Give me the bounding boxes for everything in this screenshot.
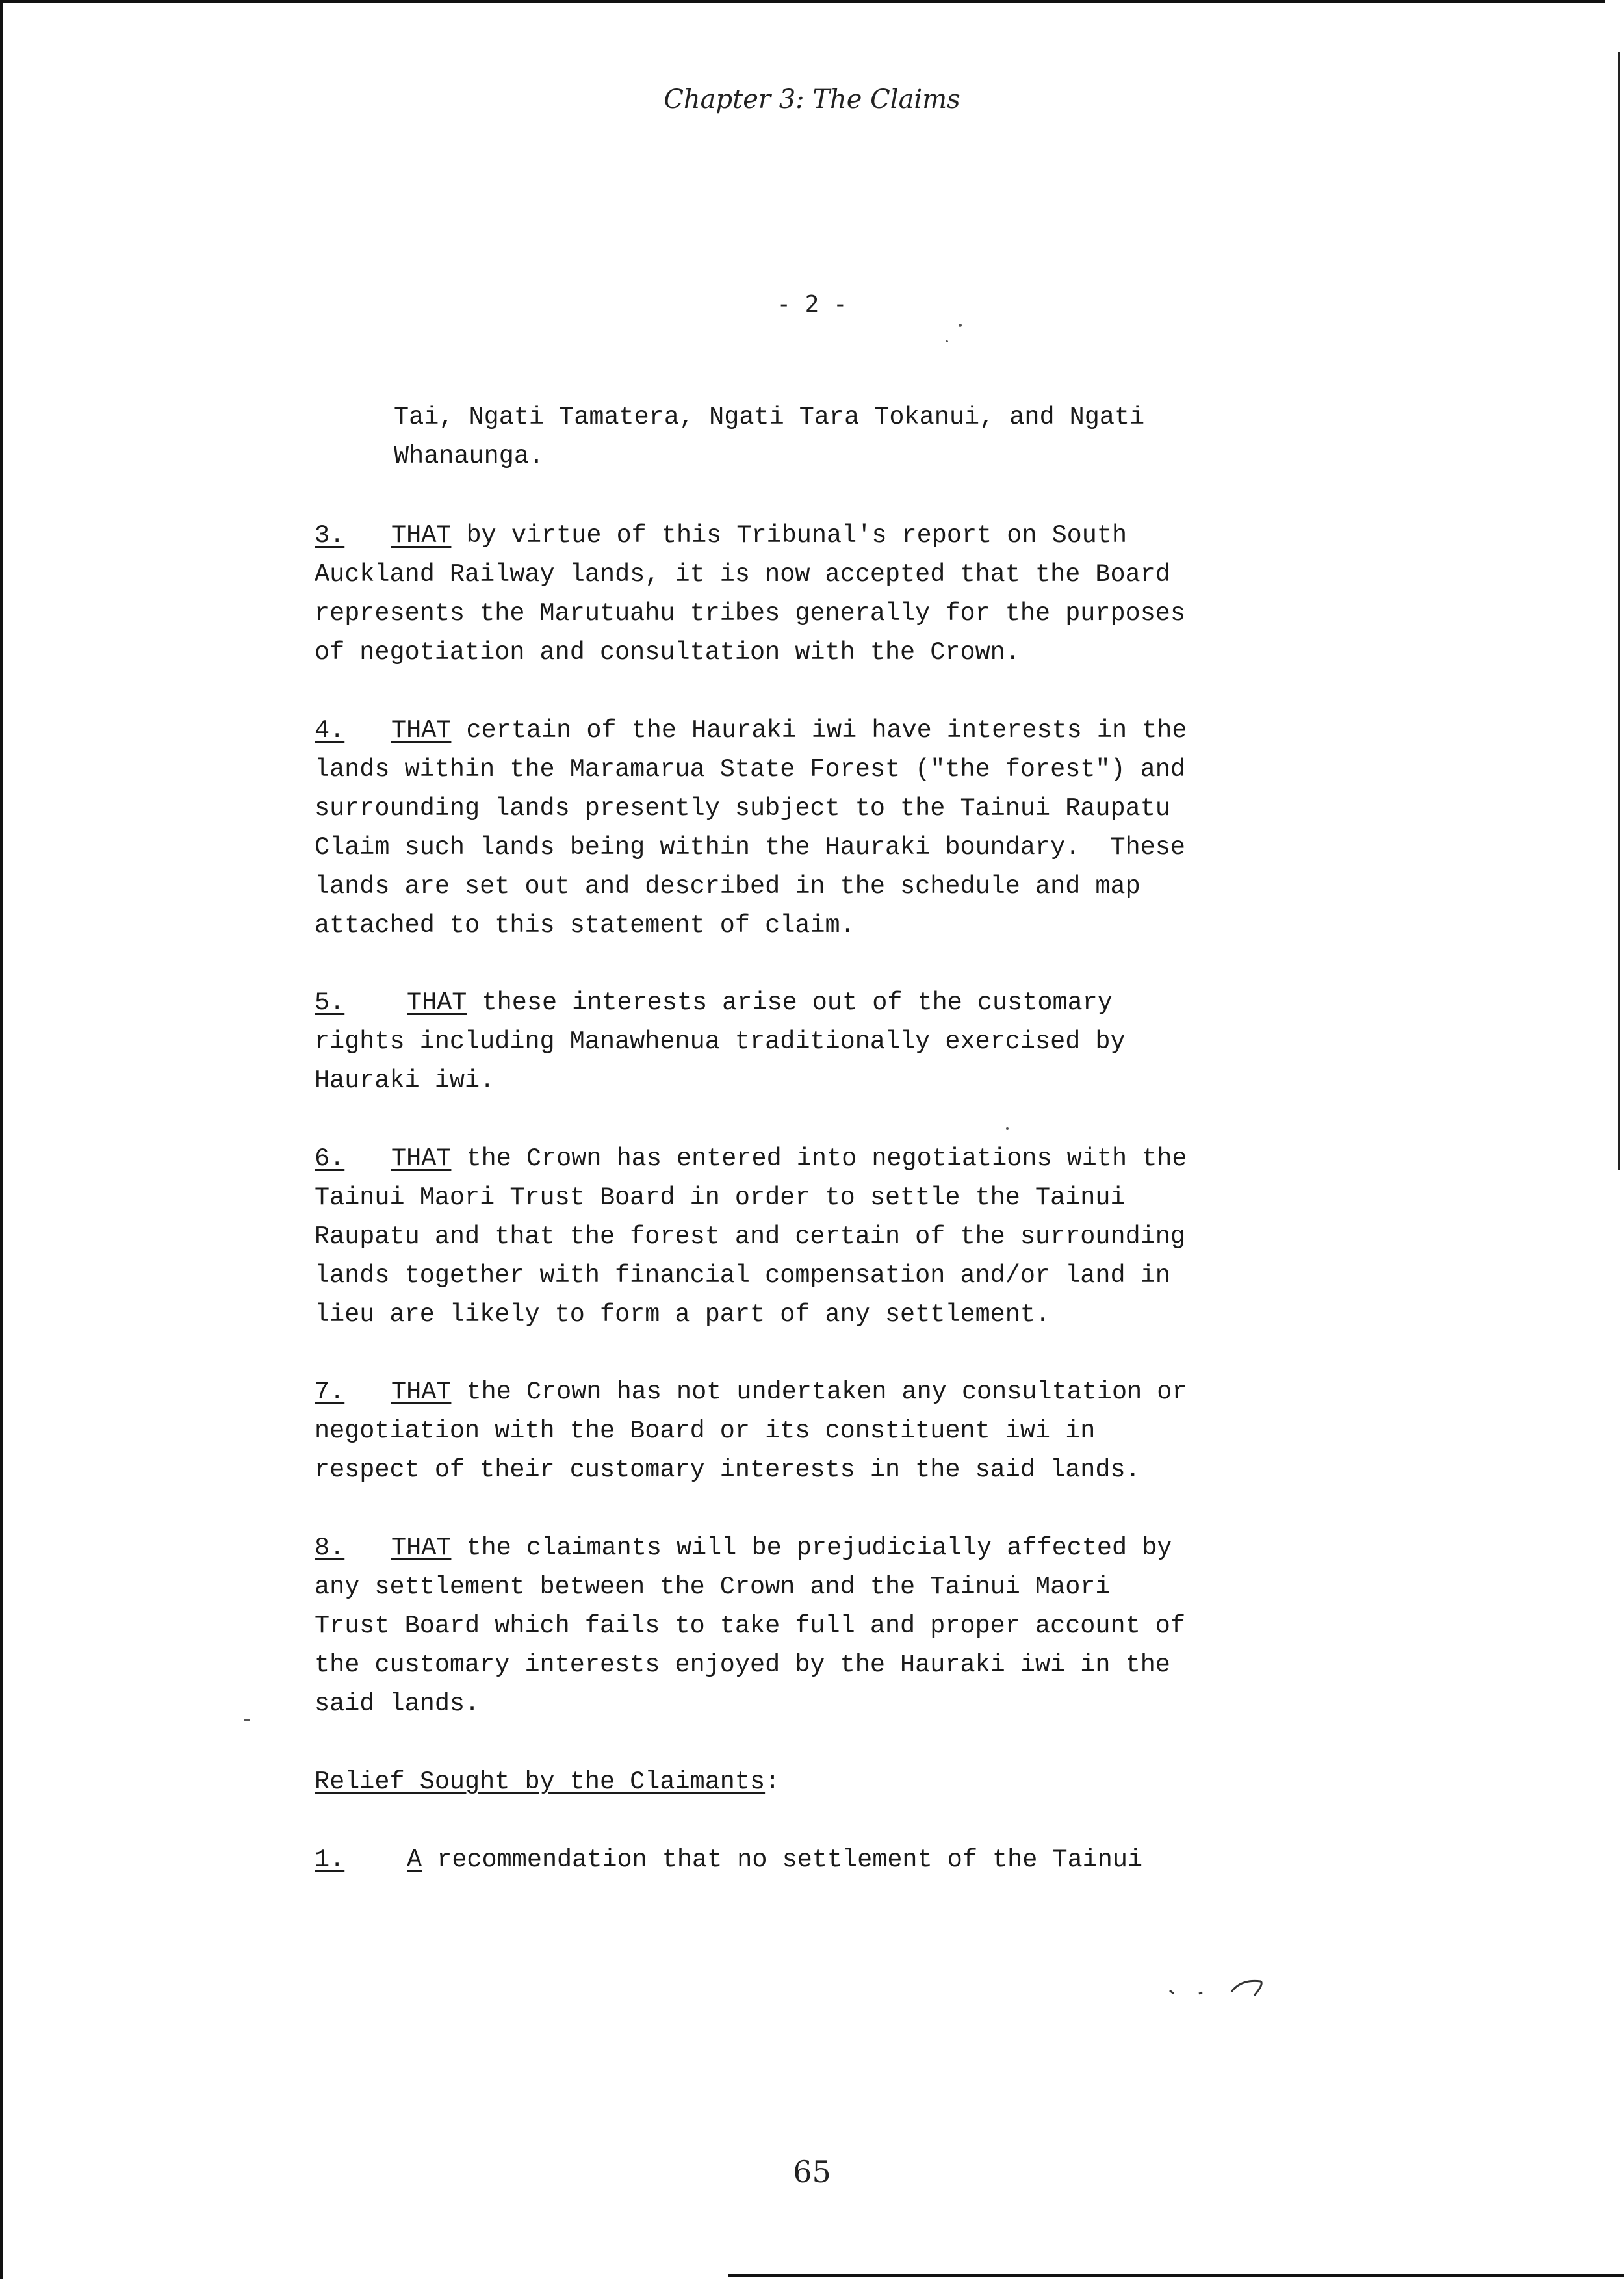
paragraph-line: the claimants will be prejudicially affected by [451,1534,1172,1562]
paragraph-line: by virtue of this Tribunal's report on South [451,521,1128,550]
paragraph-line: surrounding lands presently subject to the Tainui Raupatu [315,794,1170,823]
paragraph-keyword: THAT [391,1534,452,1562]
paragraph-line: attached to this statement of claim. [315,911,855,940]
folio-number: 65 [793,2154,831,2189]
paragraph-number: 6. [315,1144,345,1173]
scan-edge-right [1618,52,1620,1170]
relief-heading-colon: : [765,1768,780,1796]
paragraph-keyword: THAT [391,716,452,745]
paragraph-line: Claim such lands being within the Hauraki boundary. These [315,833,1186,862]
paragraph-line: certain of the Hauraki iwi have interests in the [451,716,1187,745]
paragraph-3 [315,516,1289,672]
paragraph-7 [315,1372,1289,1489]
paragraph-number: 4. [315,716,345,745]
relief-keyword: A [407,1846,422,1874]
paragraph-line: the customary interests enjoyed by the Hauraki iwi in the [315,1651,1170,1679]
paragraph-number: 7. [315,1378,345,1406]
paragraph-keyword: THAT [391,1378,452,1406]
paragraph-line: any settlement between the Crown and the Tainui Maori [315,1573,1111,1601]
running-head: Chapter 3: The Claims [664,84,960,114]
paragraph-8 [315,1528,1289,1723]
paragraph-6 [315,1139,1289,1334]
paragraph-line: lands are set out and described in the schedule and map [315,872,1141,901]
paragraph-line: Trust Board which fails to take full and proper account of [315,1612,1186,1640]
paragraph-keyword: THAT [391,521,452,550]
paragraph-line: Tainui Maori Trust Board in order to settle the Tainui [315,1183,1126,1212]
paragraph-line: negotiation with the Board or its constituent iwi in [315,1417,1096,1445]
continuation-line: Whanaunga. [394,442,545,470]
paragraph-line: the Crown has entered into negotiations with the [451,1144,1187,1173]
paragraph-line: lands within the Maramarua State Forest ("the forest") and [315,755,1186,784]
relief-line: recommendation that no settlement of the Tainui [422,1846,1143,1874]
continuation-line: Tai, Ngati Tamatera, Ngati Tara Tokanui, and Ngati [394,403,1145,431]
paragraph-4 [315,711,1289,945]
paragraph-line: respect of their customary interests in the said lands. [315,1456,1141,1484]
continuation-text [394,398,1369,476]
paragraph-number: 8. [315,1534,345,1562]
page-marker: - 2 - [777,291,847,318]
scan-speck [959,324,962,327]
paragraph-5 [315,983,1289,1100]
relief-heading-text: Relief Sought by the Claimants [315,1768,766,1796]
paragraph-line: said lands. [315,1690,480,1718]
scan-speck [244,1719,250,1721]
paragraph-number: 5. [315,988,345,1017]
scan-edge-left [0,0,3,2279]
paragraph-line: lieu are likely to form a part of any settlement. [315,1300,1051,1329]
scan-edge-top [0,0,1605,3]
relief-item-1 [315,1840,1289,1879]
paragraph-keyword: THAT [407,988,467,1017]
paragraph-line: Hauraki iwi. [315,1066,495,1095]
scan-edge-bottom [728,2274,1624,2277]
paragraph-keyword: THAT [391,1144,452,1173]
paragraph-line: these interests arise out of the customary [467,988,1113,1017]
handwritten-mark [1163,1972,1280,2005]
paragraph-number: 3. [315,521,345,550]
relief-number: 1. [315,1846,345,1874]
paragraph-line: Auckland Railway lands, it is now accepted that the Board [315,560,1170,589]
paragraph-line: the Crown has not undertaken any consultation or [451,1378,1187,1406]
scan-speck [946,340,948,342]
paragraph-line: represents the Marutuahu tribes generally for the purposes [315,599,1186,628]
paragraph-line: Raupatu and that the forest and certain of the surrounding [315,1222,1186,1251]
scan-speck [1006,1127,1009,1130]
paragraph-line: of negotiation and consultation with the Crown. [315,638,1020,667]
relief-heading [315,1762,780,1801]
paragraph-line: rights including Manawhenua traditionally exercised by [315,1027,1126,1056]
paragraph-line: lands together with financial compensation and/or land in [315,1261,1170,1290]
